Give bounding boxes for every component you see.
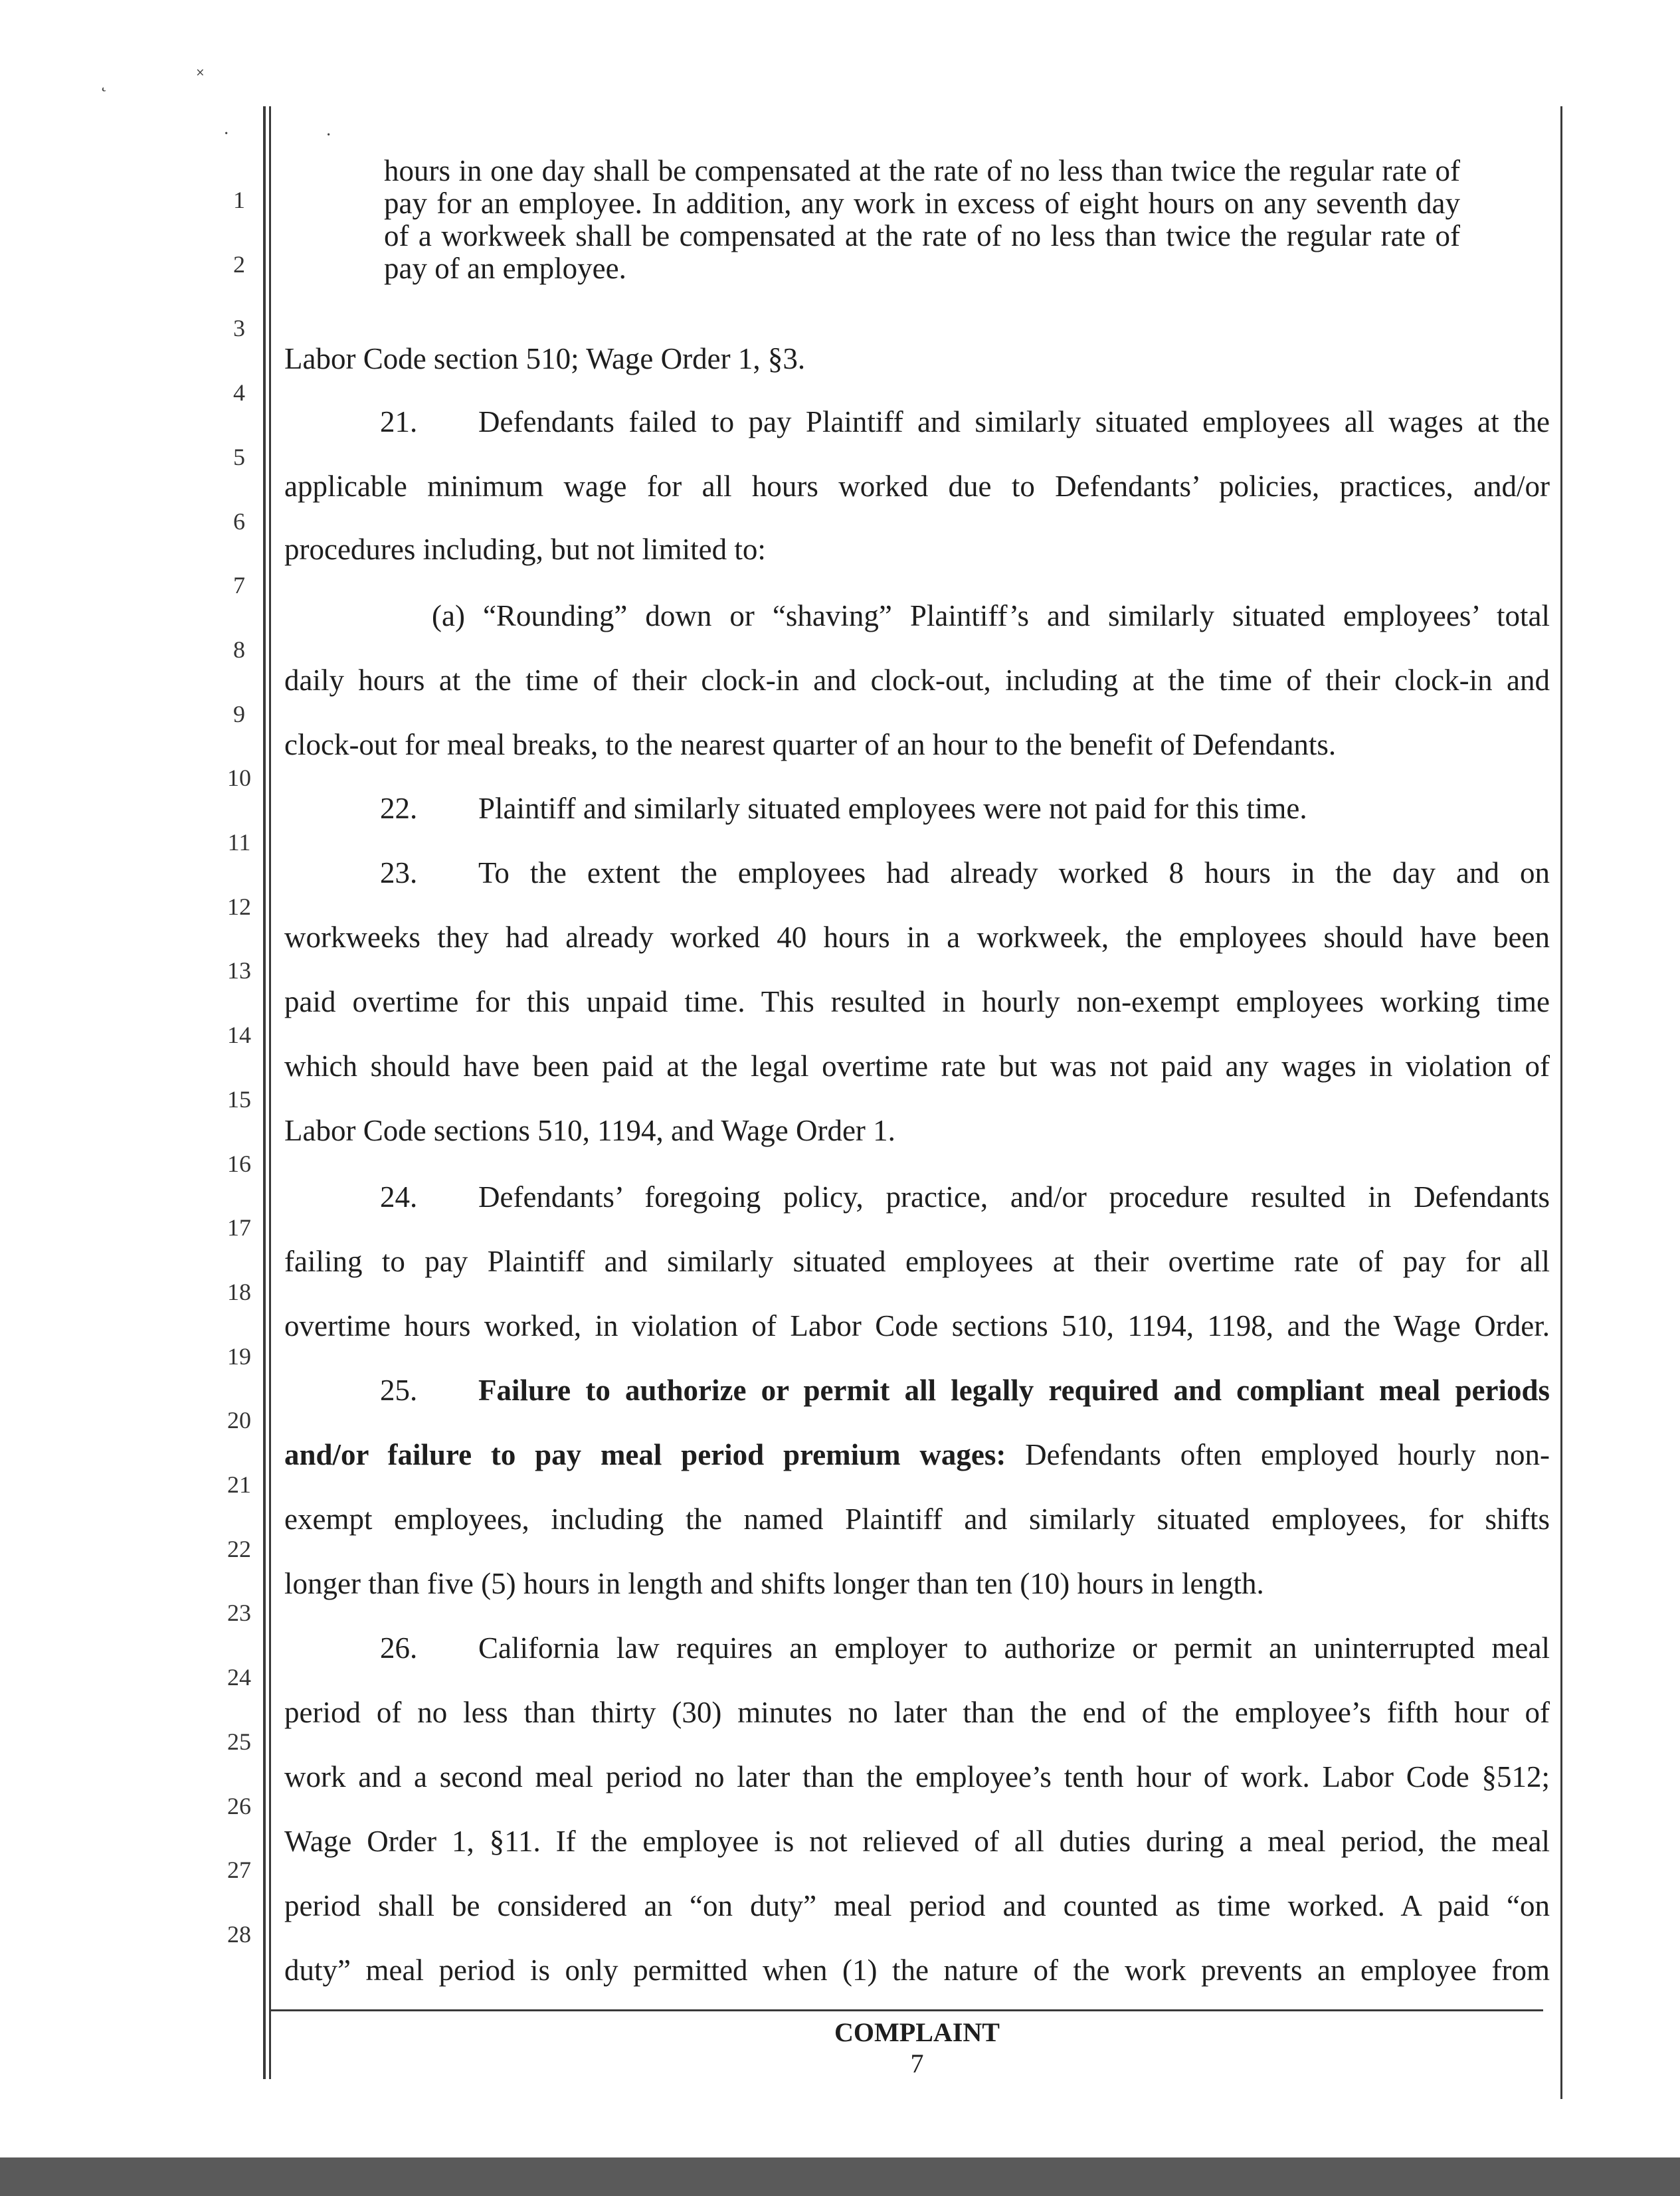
line-number: 15 — [227, 1085, 251, 1113]
paragraph-26-number: 26. — [380, 1631, 418, 1665]
line-number: 27 — [227, 1857, 251, 1884]
paragraph-25-heading-cont: and/or failure to pay meal period premium wages: — [284, 1438, 1006, 1471]
line-number: 7 — [233, 572, 245, 599]
line-number: 1 — [233, 187, 245, 213]
line-number: 14 — [227, 1022, 251, 1049]
paragraph-26-line-2: period of no less than thirty (30) minutes no later than the end of the employee’s fifth hour of — [284, 1696, 1550, 1729]
paragraph-21-line-2: applicable minimum wage for all hours worked due to Defendants’ policies, practices, and/or — [284, 470, 1550, 503]
line-number: 17 — [227, 1214, 251, 1241]
paragraph-22-text: Plaintiff and similarly situated employees were not paid for this time. — [478, 792, 1307, 825]
paragraph-21-text: Defendants failed to pay Plaintiff and similarly situated employees all wages at the — [478, 405, 1550, 438]
paragraph-21-line-3: procedures including, but not limited to: — [284, 533, 766, 566]
line-number: 10 — [227, 765, 251, 792]
paragraph-21a-line-1: (a) “Rounding” down or “shaving” Plaintiff’s and similarly situated employees’ total — [432, 599, 1550, 632]
line-number: 23 — [227, 1600, 251, 1627]
paragraph-25-number: 25. — [380, 1374, 418, 1407]
paragraph-23-line-2: workweeks they had already worked 40 hours in a workweek, the employees should have been — [284, 921, 1550, 954]
paragraph-21-line-1 — [380, 404, 1550, 440]
line-number: 22 — [227, 1535, 251, 1562]
paragraph-23-line-3: paid overtime for this unpaid time. This resulted in hourly non-exempt employees working time — [284, 985, 1550, 1018]
page-number: 7 — [910, 2049, 924, 2078]
paragraph-23-number: 23. — [380, 856, 418, 889]
line-number: 11 — [227, 829, 251, 856]
line-number: 12 — [227, 893, 251, 920]
line-number: 3 — [233, 315, 245, 342]
paragraph-26-line-3: work and a second meal period no later than the employee’s tenth hour of work. Labor Code §512; — [284, 1760, 1550, 1793]
paragraph-25-line-1 — [380, 1372, 1550, 1408]
paragraph-26-line-1 — [380, 1630, 1550, 1666]
quote-block: hours in one day shall be compensated at the rate of no less than twice the regular rate of pay for an employee. In addition, any work in excess of eight hours on any seventh day of a workweek shall be compensated at the rate of no less than twice the regular rate of pay of an employee. — [384, 154, 1460, 285]
citation: Labor Code section 510; Wage Order 1, §3. — [284, 342, 806, 375]
paragraph-23-text: To the extent the employees had already worked 8 hours in the day and on — [478, 856, 1550, 889]
line-number: 21 — [227, 1471, 251, 1498]
paragraph-25-line-2 — [284, 1437, 1550, 1473]
line-number: 19 — [227, 1342, 251, 1370]
line-number: 26 — [227, 1792, 251, 1819]
footer-rule — [271, 2009, 1543, 2011]
line-number: 24 — [227, 1664, 251, 1691]
line-number: 8 — [233, 636, 245, 663]
paragraph-23-line-4: which should have been paid at the legal overtime rate but was not paid any wages in violation of — [284, 1050, 1550, 1083]
paragraph-23-line-5: Labor Code sections 510, 1194, and Wage Order 1. — [284, 1114, 895, 1147]
paragraph-26-line-5: period shall be considered an “on duty” meal period and counted as time worked. A paid “on — [284, 1889, 1550, 1922]
line-number: 25 — [227, 1728, 251, 1755]
paragraph-26-line-4: Wage Order 1, §11. If the employee is not relieved of all duties during a meal period, the meal — [284, 1825, 1550, 1858]
paragraph-24-text: Defendants’ foregoing policy, practice, and/or procedure resulted in Defendants — [478, 1180, 1550, 1214]
line-number: 4 — [233, 379, 245, 407]
right-margin-rule — [1560, 106, 1562, 2099]
line-number: 5 — [233, 443, 245, 470]
scan-speck: · — [326, 125, 332, 145]
line-number: 20 — [227, 1407, 251, 1434]
paragraph-22-line-1 — [380, 790, 1307, 826]
paragraph-24-number: 24. — [380, 1180, 418, 1214]
line-number: 9 — [233, 700, 245, 727]
scan-speck: · — [223, 124, 230, 144]
paragraph-23-line-1 — [380, 855, 1550, 891]
paragraph-26-text: California law requires an employer to authorize or permit an uninterrupted meal — [478, 1631, 1550, 1665]
paragraph-22-number: 22. — [380, 792, 418, 825]
scan-speck: ˛ — [101, 72, 108, 92]
paragraph-25-line-4: longer than five (5) hours in length and shifts longer than ten (10) hours in length. — [284, 1567, 1264, 1600]
line-number: 16 — [227, 1150, 251, 1177]
line-number: 28 — [227, 1920, 251, 1948]
scan-edge-shadow — [0, 2157, 1680, 2196]
paragraph-24-line-1 — [380, 1179, 1550, 1215]
line-number: 18 — [227, 1278, 251, 1305]
paragraph-24-line-3: overtime hours worked, in violation of Labor Code sections 510, 1194, 1198, and the Wage Order. — [284, 1309, 1550, 1342]
line-number: 13 — [227, 957, 251, 984]
paragraph-21-number: 21. — [380, 405, 418, 438]
paragraph-25-text: Defendants often employed hourly non- — [1025, 1438, 1550, 1471]
footer-title: COMPLAINT — [834, 2017, 1000, 2047]
scan-speck: ˟ — [197, 66, 204, 87]
paragraph-25-heading: Failure to authorize or permit all legally required and compliant meal periods — [478, 1374, 1550, 1407]
line-number: 2 — [233, 250, 245, 278]
paragraph-21a-line-2: daily hours at the time of their clock-in and clock-out, including at the time of their clock-in and — [284, 664, 1550, 697]
left-margin-rule-inner — [269, 106, 271, 2079]
paragraph-24-line-2: failing to pay Plaintiff and similarly situated employees at their overtime rate of pay for all — [284, 1245, 1550, 1278]
paragraph-26-line-6: duty” meal period is only permitted when (1) the nature of the work prevents an employee from — [284, 1954, 1550, 1987]
paragraph-25-line-3: exempt employees, including the named Plaintiff and similarly situated employees, for shifts — [284, 1503, 1550, 1536]
line-number: 6 — [233, 507, 245, 535]
paragraph-21a-line-3: clock-out for meal breaks, to the nearest quarter of an hour to the benefit of Defendants. — [284, 728, 1337, 761]
